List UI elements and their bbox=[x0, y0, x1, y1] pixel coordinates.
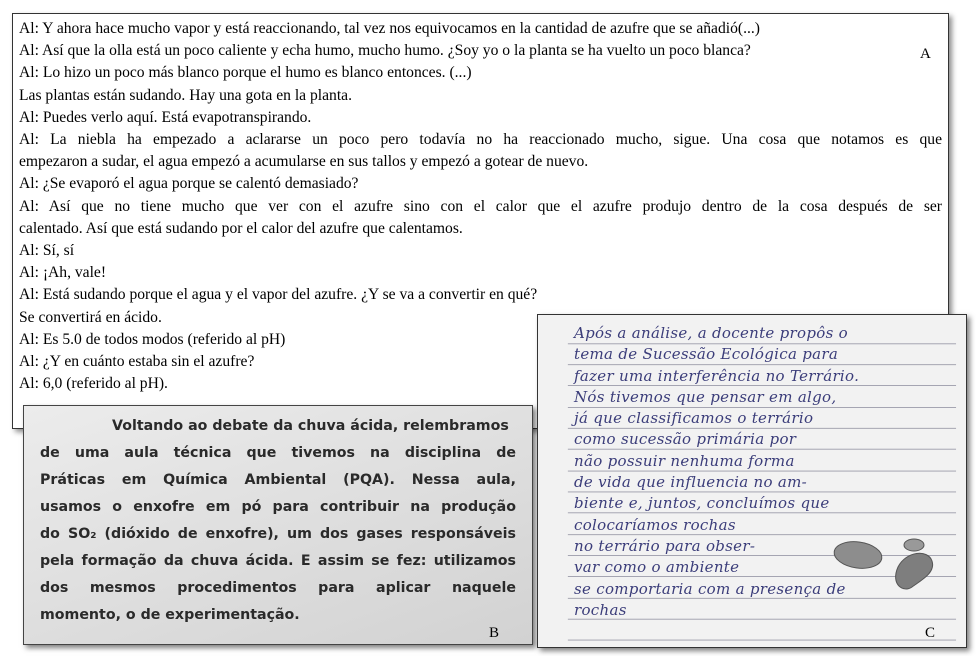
panel-label-c: C bbox=[925, 625, 936, 641]
printed-line: de uma aula técnica que tivemos na disciplina de bbox=[40, 445, 516, 461]
transcript-line: Al: Así que no tiene mucho que ver con el azufre sino con el calor que el azufre produjo dentro de la cosa después de ser bbox=[19, 197, 942, 215]
panel-label-b: B bbox=[489, 625, 500, 641]
handwritten-line: Após a análise, a docente propôs o bbox=[574, 324, 848, 342]
transcript-line: Al: ¿Y en cuánto estaba sin el azufre? bbox=[19, 353, 255, 371]
handwritten-line: no terrário para obser- bbox=[574, 536, 756, 555]
printed-line: do SO₂ (dióxido de enxofre), um dos gases responsáveis bbox=[40, 526, 516, 542]
transcript-line: Al: Está sudando porque el agua y el vapor del azufre. ¿Y se va a convertir en qué? bbox=[19, 286, 538, 304]
printed-line: usamos o enxofre em pó para contribuir na produção bbox=[40, 499, 516, 515]
handwritten-line: de vida que influencia no am- bbox=[574, 473, 808, 492]
transcript-line: Las plantas están sudando. Hay una gota en la planta. bbox=[19, 86, 352, 104]
transcript-line: Al: Y ahora hace mucho vapor y está reaccionando, tal vez nos equivocamos en la cantidad de azufre que se añadió(...) bbox=[19, 20, 760, 37]
handwritten-line: se comportaria com a presença de bbox=[574, 579, 846, 598]
handwritten-line: biente e, juntos, concluímos que bbox=[574, 494, 830, 513]
handwritten-line: já que classificamos o terrário bbox=[574, 409, 814, 428]
handwritten-line: colocaríamos rochas bbox=[574, 515, 736, 534]
handwritten-line: tema de Sucessão Ecológica para bbox=[574, 345, 839, 364]
transcript-line: Al: Así que la olla está un poco caliente y echa humo, mucho humo. ¿Soy yo o la planta se ha vuelto un poco blanca? bbox=[19, 42, 751, 60]
panel-label-a: A bbox=[920, 46, 931, 62]
handwritten-line: fazer uma interferência no Terrário. bbox=[574, 366, 860, 385]
rocks-drawing bbox=[828, 537, 938, 607]
transcript-line: Al: ¡Ah, vale! bbox=[19, 264, 107, 282]
handwritten-panel bbox=[537, 314, 967, 648]
transcript-line: calentado. Así que está sudando por el calor del azufre que calentamos. bbox=[19, 219, 463, 237]
transcript-line: Se convertirá en ácido. bbox=[19, 308, 162, 326]
handwritten-line: como sucessão primária por bbox=[574, 430, 797, 449]
transcript-line: Al: Sí, sí bbox=[19, 242, 75, 260]
printed-line: dos mesmos procedimentos para aplicar naquele bbox=[40, 580, 516, 596]
handwritten-line: rochas bbox=[574, 600, 627, 619]
printed-line: momento, o de experimentação. bbox=[40, 607, 300, 623]
handwritten-line: não possuir nenhuma forma bbox=[574, 451, 795, 470]
printed-text-panel bbox=[23, 405, 533, 645]
printed-line: pela formação da chuva ácida. E assim se fez: utilizamos bbox=[40, 553, 516, 569]
printed-line: Práticas em Química Ambiental (PQA). Nessa aula, bbox=[40, 472, 516, 488]
printed-line: Voltando ao debate da chuva ácida, relembramos bbox=[112, 418, 509, 434]
transcript-line: Al: Lo hizo un poco más blanco porque el humo es blanco entonces. (...) bbox=[19, 64, 472, 82]
transcript-line: empezaron a sudar, el agua empezó a acumularse en sus tallos y empezó a gotear de nuevo. bbox=[19, 153, 589, 171]
handwritten-line: Nós tivemos que pensar em algo, bbox=[574, 387, 837, 406]
transcript-line: Al: Puedes verlo aquí. Está evapotranspirando. bbox=[19, 108, 312, 126]
handwritten-line: var como o ambiente bbox=[574, 558, 740, 577]
transcript-line: Al: 6,0 (referido al pH). bbox=[19, 375, 168, 393]
transcript-line: Al: Es 5.0 de todos modos (referido al pH) bbox=[19, 330, 286, 348]
transcript-line: Al: La niebla ha empezado a aclararse un poco pero todavía no ha reaccionado mucho, sigue. Una cosa que notamos es que bbox=[19, 131, 942, 149]
transcript-line: Al: ¿Se evaporó el agua porque se calentó demasiado? bbox=[19, 175, 359, 193]
